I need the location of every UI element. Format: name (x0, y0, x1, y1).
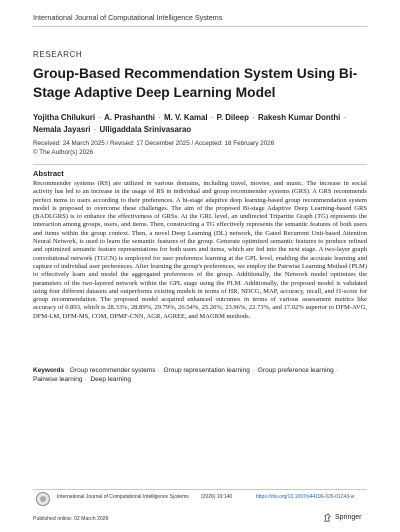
keyword: Group preference learning (257, 367, 334, 374)
abstract-heading: Abstract (33, 169, 64, 178)
keyword: Pairwise learning (33, 376, 83, 383)
keyword: Group recommender systems (69, 367, 156, 374)
abstract-text: Recommender systems (RS) are utilized in various domains, including travel, movies, and music. The increase in social activity has led to an increase in the usage of RS in individual and group recommender systems (GRS). A GRS recommends perfect items to users according to their preferences. A bi-stage adaptive deep learning-based group recommendation system model is proposed to overcome these challenges. The aim of the proposed Bi-stage Adaptive Deep Learning-based GRS (BADLGRS) is to enhance the effectiveness of GRSs. At the GRL level, an undirected Tripartite Graph (TG) represents the interaction among groups, users, and items. Then, constructing a TG effectively represents the semantic features of both users and items within the group context. Then, a novel Deep Learning (DL) network, the Gated Recurrent Unit-based Attention Neural Network, is used to learn the semantic features of the group. Generate optimized semantic features to produce refined and optimized semantic feature representations for both users and items, which are fed into the next stage. A two-layer graph convolutional network (TGCN) is employed for user preference learning at the GPL level, enabling the accurate learning and capture of individual user preferences. After learning the group's preferences, we employ the Pairwise Learning Method (PLM) to effectively learn and model the aggregated preferences of the group. Additionally, the Network model optimizes the parameters of the two-layered network within the GPL stage using the PLM. Additionally, the proposed model is validated using four different datasets and outperforms existing models in terms of HR, NDCG, MAP, accuracy, recall, and f1-score for group recommendation. The proposed model acquired enhanced outcomes in terms of various assessment metrics like accuracy of 0.893, which is 28.33%, 28.89%, 29.79%, 26.54%, 25.20%, 23.96%, 22.73%, and 17.02% superior to DFM-AVG, DFM-LM, DFM-MS, COM, DPMF-CNN, AGR, AGREE, and MAGRM methods. (33, 180, 367, 320)
keyword: Group representation learning (163, 367, 250, 374)
keyword-separator: · (335, 367, 338, 374)
author-name[interactable]: P. Dileep (216, 113, 249, 122)
date-history: Received: 24 March 2025 / Revised: 17 December 2025 / Accepted: 18 February 2026 (33, 140, 275, 147)
author-name[interactable]: Yojitha Chilukuri (33, 113, 96, 122)
doi-link[interactable]: https://doi.org/10.1007/s44196-026-01243-w (256, 494, 355, 500)
author-separator: · (96, 113, 104, 122)
author-list (33, 112, 378, 135)
author-separator: · (208, 113, 216, 122)
keywords (33, 366, 367, 384)
author-separator: · (341, 113, 347, 122)
journal-header: International Journal of Computational Intelligence Systems (33, 13, 223, 22)
published-date: Published online: 02 March 2026 (33, 516, 109, 522)
author-separator: · (156, 113, 164, 122)
footer-divider (33, 489, 367, 490)
author-name[interactable]: Ulligaddala Srinivasarao (99, 124, 192, 134)
keyword-separator: · (84, 376, 87, 383)
article-dates (33, 140, 274, 157)
footer-journal: International Journal of Computational Intelligence Systems (57, 494, 189, 500)
author-name[interactable]: Rakesh Kumar Donthi (257, 113, 341, 122)
keyword-separator: · (251, 367, 255, 374)
publisher-logo (323, 513, 361, 522)
journal-logo-icon (36, 492, 50, 506)
author-name[interactable]: Nemala Jayasri (33, 124, 91, 134)
article-title: Group-Based Recommendation System Using Bi-Stage Adaptive Deep Learning Model (33, 66, 358, 100)
footer-citation: (2026) 19:140 (201, 494, 233, 500)
author-name[interactable]: M. V. Kamal (164, 113, 208, 122)
springer-horse-icon (323, 513, 332, 522)
section-label: RESEARCH (33, 50, 83, 59)
copyright-line: © The Author(s) 2026 (33, 148, 94, 156)
keyword: Deep learning (90, 376, 131, 383)
publisher-name: Springer (335, 514, 362, 521)
keyword-separator: · (157, 367, 160, 374)
keywords-label: Keywords (33, 367, 65, 374)
header-divider (33, 26, 367, 27)
author-separator: · (91, 124, 99, 134)
abstract-divider (33, 164, 367, 165)
author-name[interactable]: A. Prashanthi (104, 113, 155, 122)
author-separator: · (249, 113, 257, 122)
